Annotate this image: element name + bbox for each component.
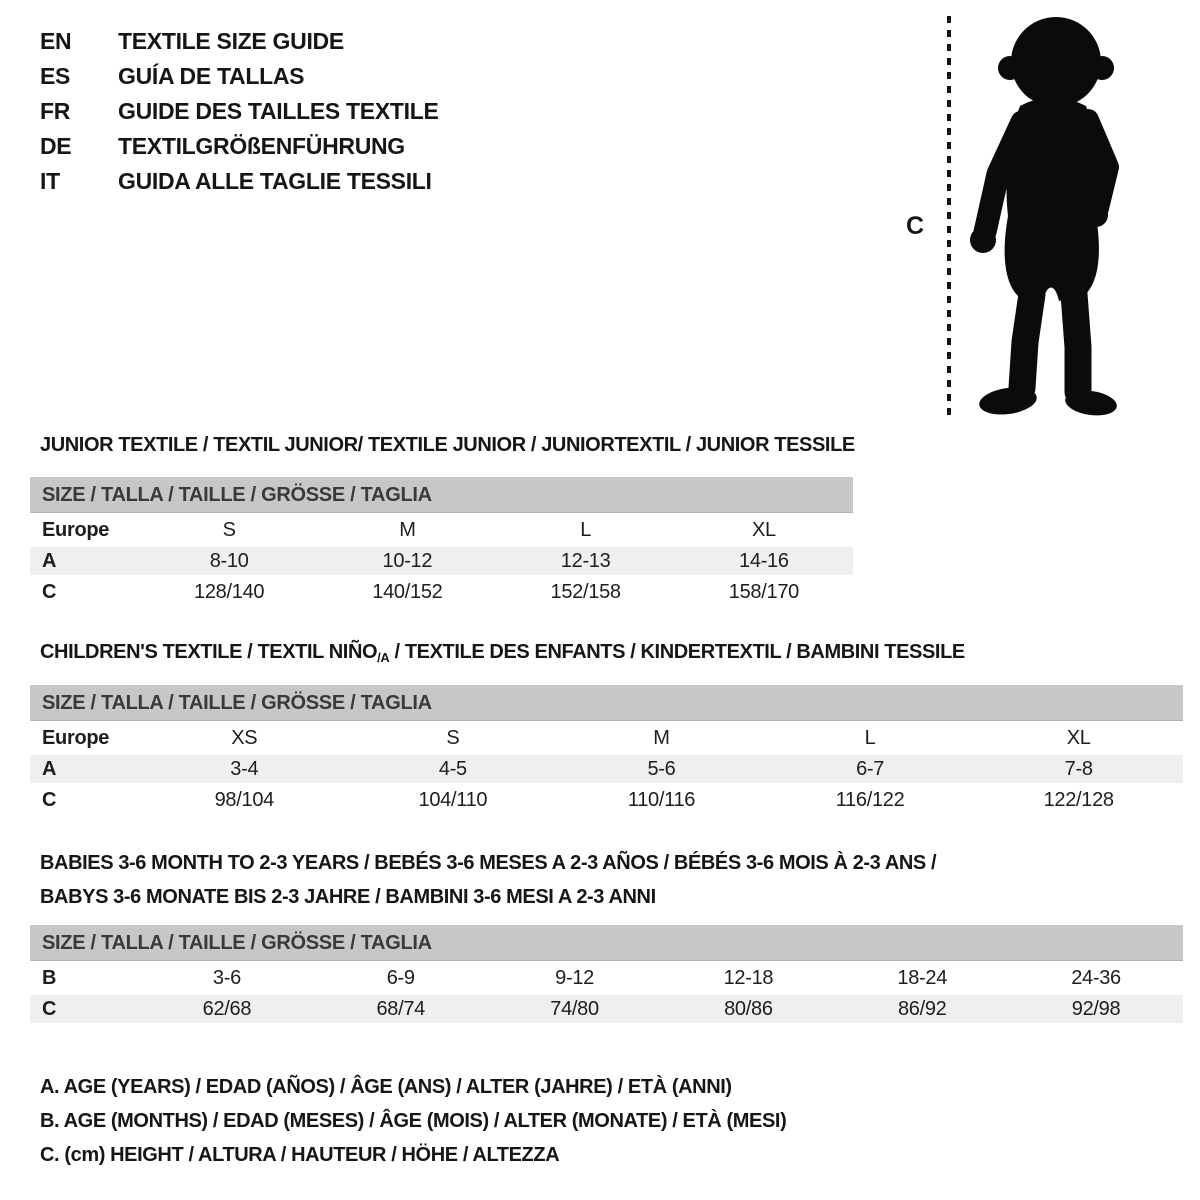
height-cell: 80/86 [724,997,773,1020]
age-cell: 3-4 [230,757,259,780]
row-label: C [42,788,57,811]
height-cell: 158/170 [728,580,799,603]
months-cell: 18-24 [897,966,948,989]
height-cell: 128/140 [194,580,265,603]
height-cell: 68/74 [376,997,426,1020]
row-label: C [42,580,57,603]
babies-title-line2: BABYS 3-6 MONATE BIS 2-3 JAHRE / BAMBINI 3-6 MESI A 2-3 ANNI [40,886,656,908]
age-cell: 10-12 [382,549,433,572]
size-cell: XS [231,726,258,749]
children-title-sub: /A [377,650,390,665]
language-code: EN [40,28,72,54]
children-size-header-band: SIZE / TALLA / TAILLE / GRÖSSE / TAGLIA [30,685,1183,721]
row-label: A [42,549,57,572]
language-label: TEXTILGRÖßENFÜHRUNG [118,133,405,159]
age-cell: 4-5 [438,757,467,780]
months-cell: 9-12 [555,966,594,989]
height-cell: 140/152 [372,580,443,603]
legend-age-months: B. AGE (MONTHS) / EDAD (MESES) / ÂGE (MOIS) / ALTER (MONATE) / ETÀ (MESI) [40,1110,787,1132]
age-cell: 5-6 [647,757,676,780]
size-cell: M [399,518,416,541]
children-title-post: / TEXTILE DES ENFANTS / KINDERTEXTIL / BAMBINI TESSILE [389,641,965,663]
row-label: B [42,966,57,989]
table-row [30,783,1183,817]
months-cell: 6-9 [386,966,415,989]
language-row-es [40,59,439,94]
months-cell: 3-6 [212,966,241,989]
age-cell: 6-7 [856,757,885,780]
table-row [30,961,1183,995]
height-measure-dashed-line [947,16,951,416]
junior-section-title: JUNIOR TEXTILE / TEXTIL JUNIOR/ TEXTILE JUNIOR / JUNIORTEXTIL / JUNIOR TESSILE [40,434,855,456]
language-code: FR [40,98,71,124]
size-cell: L [580,518,592,541]
language-label: TEXTILE SIZE GUIDE [118,28,344,54]
table-row [30,547,853,575]
row-label: Europe [42,726,110,749]
measure-legend [40,1070,786,1172]
language-label: GUÍA DE TALLAS [118,63,305,89]
language-row-de [40,129,439,164]
height-cell: 98/104 [214,788,274,811]
months-cell: 12-18 [723,966,774,989]
babies-size-header-band: SIZE / TALLA / TAILLE / GRÖSSE / TAGLIA [30,925,1183,961]
height-cell: 92/98 [1071,997,1121,1020]
junior-size-table [30,477,853,609]
height-cell: 116/122 [835,788,905,811]
language-code: DE [40,133,72,159]
language-label: GUIDE DES TAILLES TEXTILE [118,98,439,124]
height-cell: 122/128 [1043,788,1114,811]
row-label: C [42,997,57,1020]
height-cell: 152/158 [550,580,621,603]
size-cell: L [864,726,876,749]
children-title-pre: CHILDREN'S TEXTILE / TEXTIL NIÑO [40,641,378,663]
height-cell: 104/110 [418,788,488,811]
size-cell: XL [1066,726,1091,749]
legend-height-cm: C. (cm) HEIGHT / ALTURA / HAUTEUR / HÖHE / ALTEZZA [40,1144,560,1166]
size-cell: S [446,726,460,749]
height-measure-label: C [906,212,925,240]
table-row [30,575,853,609]
table-row [30,721,1183,755]
children-size-table [30,685,1183,817]
size-cell: S [222,518,236,541]
height-cell: 86/92 [897,997,947,1020]
row-label: A [42,757,57,780]
table-row [30,513,853,547]
language-code: ES [40,63,71,89]
language-row-it [40,164,439,199]
children-section-title [40,641,965,665]
legend-age-years: A. AGE (YEARS) / EDAD (AÑOS) / ÂGE (ANS) / ALTER (JAHRE) / ETÀ (ANNI) [40,1076,732,1098]
age-cell: 7-8 [1064,757,1093,780]
language-row-fr [40,94,439,129]
language-row-en [40,24,439,59]
table-row [30,995,1183,1023]
language-header [40,24,439,199]
table-row [30,755,1183,783]
age-cell: 8-10 [209,549,249,572]
height-cell: 62/68 [202,997,252,1020]
size-cell: XL [751,518,776,541]
height-cell: 74/80 [550,997,599,1020]
size-cell: M [653,726,670,749]
height-cell: 110/116 [627,788,696,811]
babies-title-line1: BABIES 3-6 MONTH TO 2-3 YEARS / BEBÉS 3-6 MESES A 2-3 AÑOS / BÉBÉS 3-6 MOIS À 2-3 ANS / [40,852,937,874]
babies-section-title [40,846,936,914]
row-label: Europe [42,518,110,541]
age-cell: 14-16 [739,549,789,572]
language-code: IT [40,168,60,194]
language-label: GUIDA ALLE TAGLIE TESSILI [118,168,432,194]
age-cell: 12-13 [560,549,611,572]
months-cell: 24-36 [1071,966,1121,989]
baby-silhouette-icon [958,12,1142,420]
junior-size-header-band: SIZE / TALLA / TAILLE / GRÖSSE / TAGLIA [30,477,853,513]
babies-size-table [30,925,1183,1023]
